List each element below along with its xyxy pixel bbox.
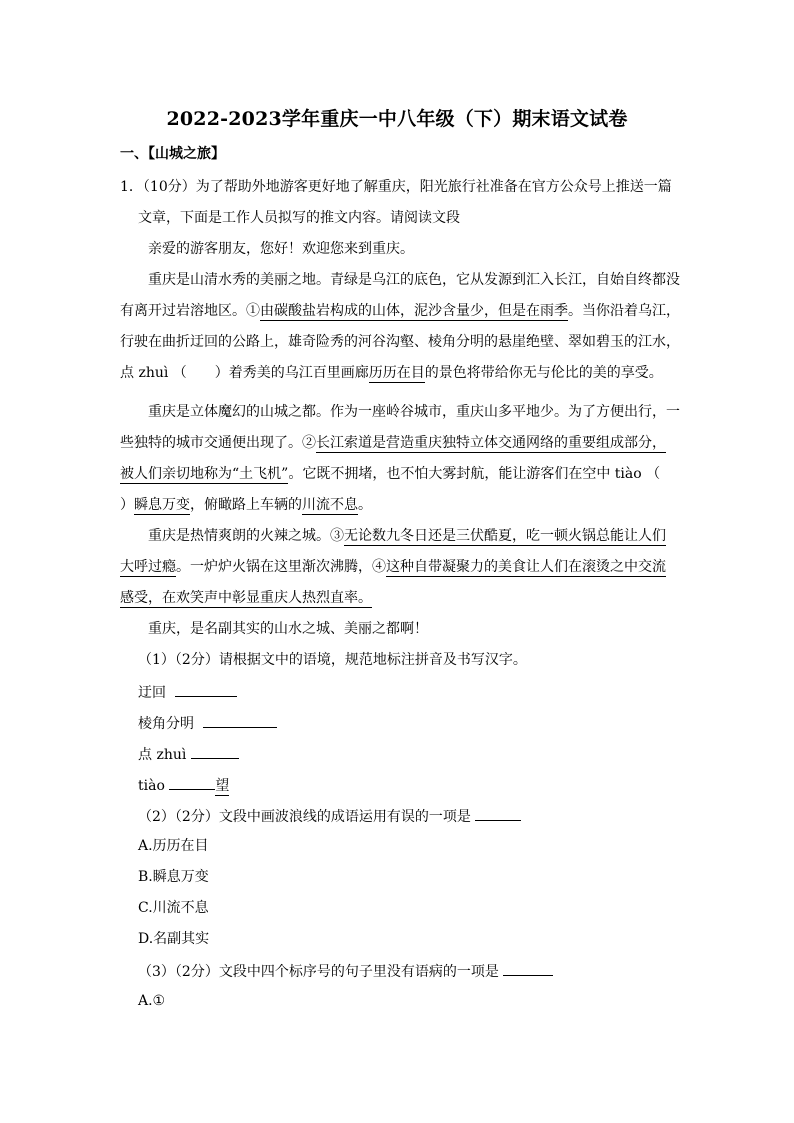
text-segment: ，俯瞰路上车辆的	[190, 497, 302, 513]
passage-p4: 重庆，是名副其实的山水之城、美丽之都啊！	[148, 621, 428, 637]
option-a: A.历历在目	[138, 838, 209, 854]
text-segment: 有离开过岩溶地区。①	[120, 303, 260, 319]
wavy-idiom-1: 历历在目	[368, 365, 425, 381]
text-segment: 点 zhuì （ ）着秀美的乌江百里画廊	[120, 365, 369, 381]
item-label: 棱角分明	[138, 716, 194, 732]
question-1-stem-line1: 1．（10分）为了帮助外地游客更好地了解重庆，阳光旅行社准备在官方公众号上推送一篇	[120, 179, 672, 195]
text-segment: 。	[358, 497, 372, 513]
prompt-text: （3）（2分）文段中四个标序号的句子里没有语病的一项是	[138, 964, 499, 980]
option-c: C.川流不息	[138, 900, 209, 916]
sub-question-1-prompt: （1）（2分）请根据文中的语境，规范地标注拼音及书写汉字。	[138, 652, 527, 668]
sub-question-1-item-2	[138, 713, 277, 733]
text-segment: 。当你沿着乌江，	[568, 303, 680, 319]
sub-question-3-prompt	[138, 961, 553, 981]
sub-question-2-prompt	[138, 806, 521, 826]
option-d: D.名副其实	[138, 931, 210, 947]
underlined-sentence-2-cont: 被人们亲切地称为“土飞机”	[120, 466, 289, 482]
sub-question-1-item-3	[138, 744, 239, 764]
passage-p3-line2	[120, 558, 666, 576]
text-segment: 的景色将带给你无与伦比的美的享受。	[424, 365, 663, 381]
underlined-sentence-3-cont: 大呼过瘾	[120, 559, 176, 575]
option-b: B.瞬息万变	[138, 869, 209, 885]
item-label: 点 zhuì	[138, 747, 187, 763]
answer-blank[interactable]	[475, 806, 521, 821]
sub-question-1-item-1	[138, 682, 237, 702]
wavy-idiom-3: 川流不息	[302, 497, 358, 513]
item-label: 迂回	[138, 685, 166, 701]
underlined-sentence-3: 无论数九冬日还是三伏酷夏，吃一顿火锅总能让人们	[344, 528, 666, 544]
passage-p1-line1: 重庆是山清水秀的美丽之地。青绿是乌江的底色，它从发源到汇入长江，自始自终都没	[148, 272, 680, 288]
answer-blank[interactable]	[175, 682, 237, 697]
page-title: 2022-2023学年重庆一中八年级（下）期末语文试卷	[166, 108, 628, 130]
sub-question-1-item-4	[138, 775, 229, 795]
passage-p1-line4	[120, 364, 663, 382]
question-1-stem-line2: 文章，下面是工作人员拟写的推文内容。请阅读文段	[138, 210, 460, 226]
option-a: A.①	[138, 993, 166, 1009]
text-segment: 些独特的城市交通便出现了。②	[120, 435, 316, 451]
underlined-sentence-4-cont: 感受，在欢笑声中彰显重庆人热烈直率。	[120, 590, 372, 606]
item-suffix: 望	[215, 778, 230, 794]
passage-p1-line3: 行驶在曲折迂回的公路上，雄奇险秀的河谷沟壑、棱角分明的悬崖绝壁、翠如碧玉的江水，	[120, 334, 680, 350]
passage-p2-line3	[120, 465, 660, 483]
passage-greeting: 亲爱的游客朋友，您好！欢迎您来到重庆。	[148, 241, 414, 257]
passage-p2-line2	[120, 434, 666, 452]
answer-blank[interactable]	[169, 775, 215, 790]
prompt-text: （2）（2分）文段中画波浪线的成语运用有误的一项是	[138, 809, 471, 825]
underlined-sentence-2: 长江索道是营造重庆独特立体交通网络的重要组成部分，	[316, 435, 666, 451]
passage-p2-line1: 重庆是立体魔幻的山城之都。作为一座岭谷城市，重庆山多平地少。为了方便出行，一	[148, 404, 680, 420]
section-heading: 一、【山城之旅】	[120, 146, 225, 162]
passage-p3-line3	[120, 589, 372, 607]
text-segment: 。它既不拥堵，也不怕大雾封航，能让游客们在空中 tiào （	[288, 466, 661, 482]
item-label: tiào	[138, 778, 165, 794]
text-segment: 重庆是热情爽朗的火辣之城。③	[148, 528, 344, 544]
passage-p2-line4	[120, 496, 372, 514]
underlined-sentence-4: 这种自带凝聚力的美食让人们在滚烫之中交流	[386, 559, 666, 575]
passage-p3-line1	[148, 527, 666, 545]
passage-p1-line2	[120, 302, 680, 320]
answer-blank[interactable]	[203, 713, 277, 728]
text-segment: 。一炉炉火锅在这里渐次沸腾，④	[176, 559, 386, 575]
wavy-idiom-2: 瞬息万变	[134, 497, 190, 513]
text-segment: ）	[120, 497, 134, 513]
answer-blank[interactable]	[503, 961, 553, 976]
answer-blank[interactable]	[191, 744, 239, 759]
underlined-sentence-1: 由碳酸盐岩构成的山体，泥沙含量少，但是在雨季	[260, 303, 568, 319]
